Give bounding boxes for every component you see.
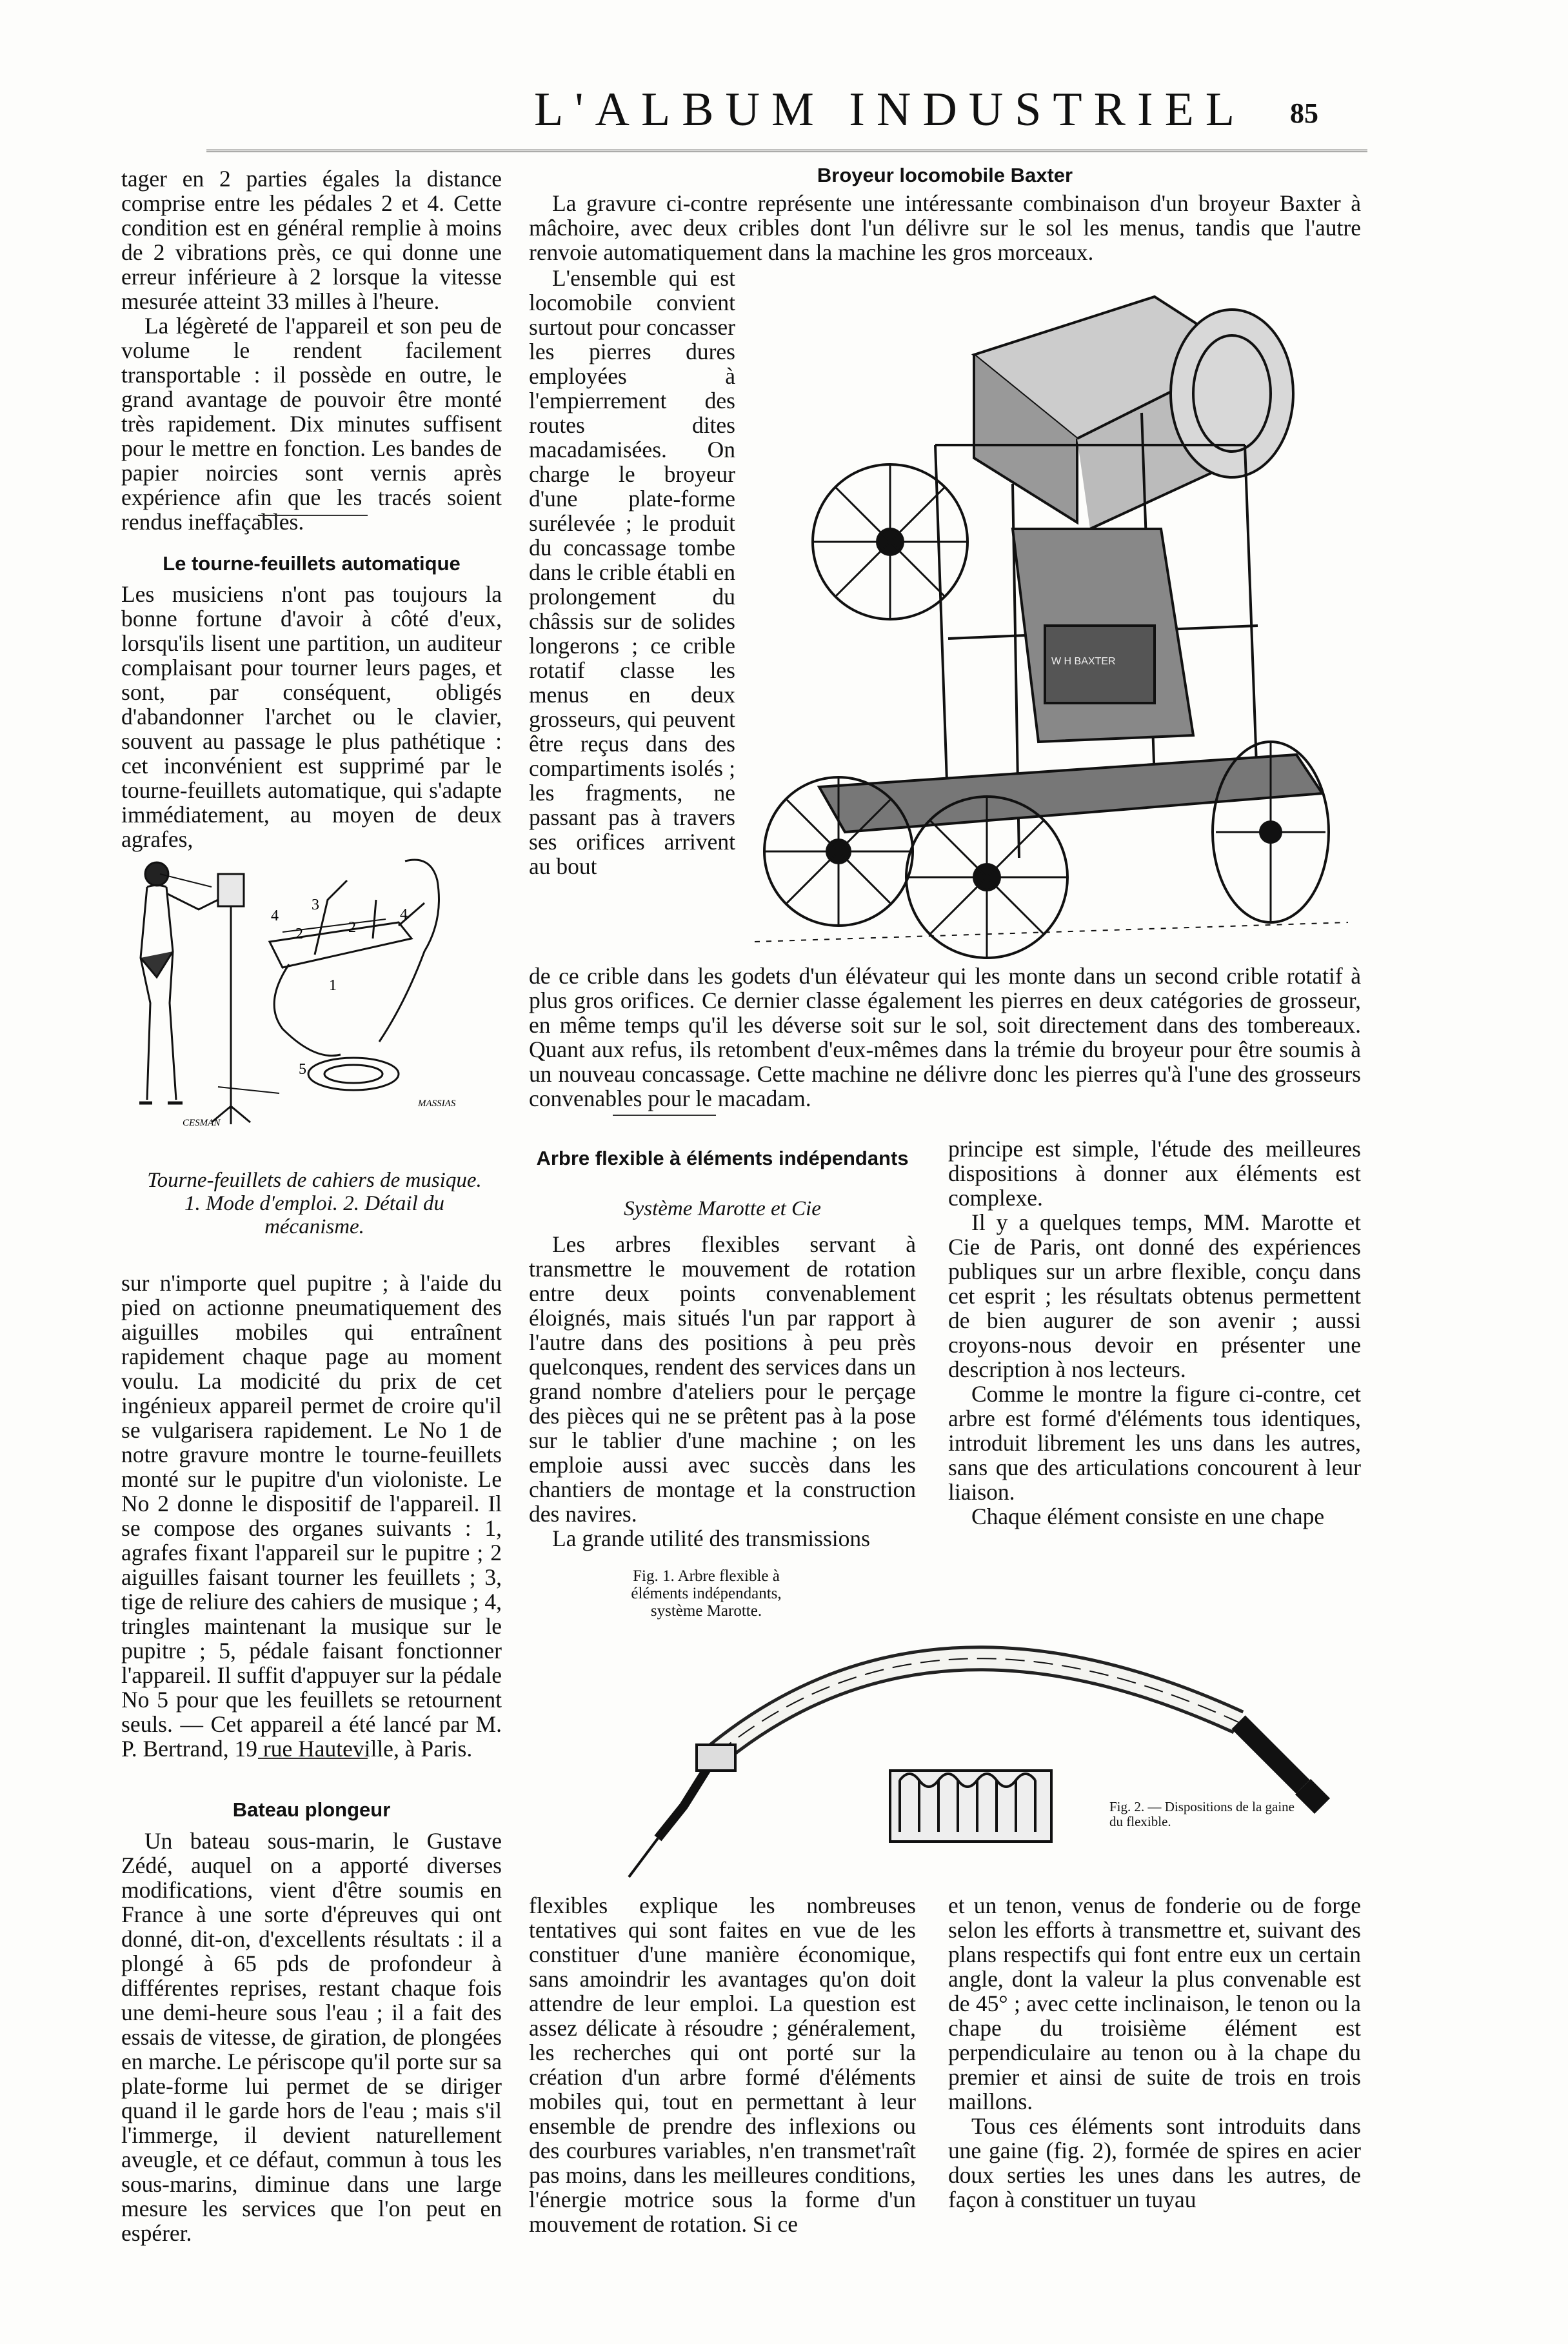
section-title-bateau-plongeur: Bateau plongeur	[232, 1798, 391, 1821]
figure-number-3: 3	[312, 897, 319, 913]
figure-2-caption: Fig. 2. — Dispositions de la gaine du flexible.	[1109, 1799, 1295, 1829]
paragraph: Chaque élément consiste en une chape	[971, 1504, 1325, 1529]
paragraph: Comme le montre la figure ci-contre, cet arbre est formé d'éléments tous identiques, introduit librement les uns dans les autres, sans que des articulations concourent à leur liaison.	[948, 1381, 1361, 1505]
paragraph: Tous ces éléments sont introduits dans une gaine (fig. 2), formée de spires en acier doux serties les unes dans les autres, de façon à constituer un tuyau	[948, 2113, 1361, 2212]
figure-number-2b: 2	[348, 919, 356, 936]
paragraph: Il y a quelques temps, MM. Marotte et Cie de Paris, ont donné des expériences publiques sur un arbre flexible, conçu dans cet esprit ; les résultats obtenus permettent de bien augurer de son avenir ; aussi croyons-nous devoir en présenter une description à nos lecteurs.	[948, 1209, 1361, 1382]
section-divider	[258, 1758, 368, 1759]
tourne-feuillets-text	[121, 582, 502, 851]
bateau-plongeur-text	[121, 1829, 502, 2245]
figure-1-caption: Fig. 1. Arbre flexible à éléments indépendants, système Marotte.	[631, 1567, 782, 1620]
journal-title: L'ALBUM INDUSTRIEL	[534, 83, 1246, 136]
gaine-illustration	[887, 1767, 1055, 1845]
arbre-flexible-bottom-col2	[948, 1893, 1361, 2212]
section-divider	[258, 515, 368, 516]
paragraph: de ce crible dans les godets d'un élévateur qui les monte dans un second crible rotatif à plus gros orifices. Ce dernier classe également les pierres en deux catégories de grosseur, en même temps qu'il les déverse soit sur le sol, soit directement dans des tombereaux. Quant aux refus, ils retombent d'eux-mêmes dans la trémie du broyeur pour être soumis à un nouveau concassage. Cette machine ne délivre donc les pierres qu'à l'une des grosseurs convenables pour le macadam.	[529, 963, 1361, 1111]
paragraph: L'ensemble qui est locomobile convient surtout pour concasser les pierres dures employées à l'empierrement des routes dites macadamisées. On charge le broyeur d'une plate-forme surélevée ; le produit du concassage tombe dans le crible établi en prolongement du châssis sur de solides longerons ; ce crible rotatif classe les menus en deux grosseurs, qui peuvent être reçus dans des compartiments isolés ; les fragments, ne passant pas à travers ses orifices arrivent au bout	[529, 265, 735, 879]
paragraph: Un bateau sous-marin, le Gustave Zédé, auquel on a apporté diverses modifications, vient d'être soumis en France à une sorte d'épreuves qui ont donné, dit-on, d'excellents résultats : il a plongé à 65 pds de profondeur à différentes reprises, restant chaque fois une demi-heure sous l'eau ; il a fait des essais de vitesse, de giration, de plongées en marche. Le périscope qu'il porte sur sa plate-forme lui permet de se diriger quand il le garde hors de l'eau ; mais s'il l'immerge, il devient naturellement aveugle, et ce défaut, commun à tous les sous-marins, diminue dans une large mesure les services que l'on peut en espérer.	[121, 1828, 502, 2246]
section-title-tourne-feuillets: Le tourne-feuillets automatique	[163, 552, 461, 575]
paragraph: et un tenon, venus de fonderie ou de forge selon les efforts à transmettre et, suivant des plans respectifs qui font entre eux un certain angle, dont la valeur la plus convenable est de 45° ; avec cette inclinaison, le tenon ou la chape du troisième élément est perpendiculaire au tenon ou à la chape du premier et ainsi de suite de trois en trois maillons.	[948, 1892, 1361, 2114]
machine-plate: W H BAXTER	[1051, 656, 1116, 667]
figure-number-5: 5	[299, 1061, 306, 1078]
header-rule	[206, 150, 1367, 152]
left-intro	[121, 166, 502, 534]
tourne-feuillets-continued	[121, 1271, 502, 1761]
paragraph: La grande utilité des transmissions	[552, 1525, 870, 1551]
paragraph: tager en 2 parties égales la distance comprise entre les pédales 2 et 4. Cette condition est en général remplie à moins de 2 vibrations près, ce qui donne une erreur inférieure à 2 lorsque la vitesse mesurée atteint 33 milles à l'heure.	[121, 166, 502, 314]
arbre-flexible-bottom-col1	[529, 1893, 916, 2236]
page-number: 85	[1290, 97, 1318, 129]
section-subtitle-marotte: Système Marotte et Cie	[624, 1197, 821, 1220]
figure-number-2a: 2	[295, 926, 303, 942]
engraver-signature: CESMAN	[183, 1118, 221, 1128]
arbre-flexible-col1	[529, 1232, 916, 1551]
baxter-wide-text	[529, 964, 1361, 1111]
baxter-crusher-illustration	[742, 252, 1361, 961]
tourne-feuillets-illustration	[121, 848, 508, 1132]
paragraph: La gravure ci-contre représente une intéressante combinaison d'un broyeur Baxter à mâchoire, avec deux cribles dont l'un délivre sur le sol les menus, tandis que l'autre renvoie automatiquement dans la machine les gros morceaux.	[529, 190, 1361, 265]
figure-number-4a: 4	[271, 908, 279, 924]
baxter-narrow-text	[529, 266, 735, 879]
paragraph: La légèreté de l'appareil et son peu de volume le rendent facilement transportable : il possède en outre, le grand avantage de pouvoir être monté très rapidement. Dix minutes suffisent pour le mettre en fonction. Les bandes de papier noircies sont vernis après expérience afin que les tracés soient rendus ineffaçables.	[121, 313, 502, 535]
section-divider	[613, 1115, 716, 1116]
figure-number-4b: 4	[400, 906, 408, 923]
arbre-flexible-col2	[948, 1137, 1361, 1529]
paragraph: principe est simple, l'étude des meilleures dispositions à donner aux éléments est complexe.	[948, 1136, 1361, 1211]
figure-caption-tourne-feuillets: Tourne-feuillets de cahiers de musique. 1. Mode d'emploi. 2. Détail du mécanisme.	[147, 1169, 482, 1238]
figure-number-1: 1	[329, 977, 337, 994]
section-title-baxter: Broyeur locomobile Baxter	[817, 164, 1073, 186]
section-title-arbre-flexible: Arbre flexible à éléments indépendants	[536, 1147, 909, 1169]
artist-signature: MASSIAS	[418, 1098, 456, 1109]
paragraph: Les arbres flexibles servant à transmettre le mouvement de rotation entre deux points convenablement éloignés, mais situés l'un par rapport à l'autre dans des positions à peu près quelconques, rendent des services dans un grand nombre d'ateliers pour le perçage des pièces qui ne se prêtent pas à la pose sur le tablier d'une machine ; on les emploie aussi avec succès dans les chantiers de montage et la construction des navires.	[529, 1231, 916, 1527]
paragraph: Les musiciens n'ont pas toujours la bonne fortune d'avoir à côté d'eux, lorsqu'ils lisent une partition, un auditeur complaisant pour tourner leurs pages, et sont, par conséquent, obligés d'abandonner l'archet ou le clavier, souvent au passage le plus pathétique : cet inconvénient est supprimé par le tourne-feuillets automatique, qui s'adapte immédiatement, au moyen de deux agrafes,	[121, 581, 502, 852]
paragraph: flexibles explique les nombreuses tentatives qui sont faites en vue de les constituer d'une manière économique, sans amoindrir les avantages qu'on doit attendre de leur emploi. La question est assez délicate à résoudre ; généralement, les recherches qui ont porté sur la création d'un arbre formé d'éléments mobiles qui, tout en permettant à leur ensemble de prendre des inflexions ou des courbures variables, n'en transmet'raît pas moins, dans les meilleures conditions, l'énergie motrice sous la forme d'un mouvement de rotation. Si ce	[529, 1892, 916, 2237]
paragraph: sur n'importe quel pupitre ; à l'aide du pied on actionne pneumatiquement des aiguilles mobiles qui entraînent rapidement chaque page au moment voulu. La modicité du prix de cet ingénieux appareil permet de croire qu'il se vulgarisera rapidement. Le No 1 de notre gravure montre le tourne-feuillets monté sur le pupitre d'un violoniste. Le No 2 donne le dispositif de l'appareil. Il se compose des organes suivants : 1, agrafes fixant l'appareil sur le pupitre ; 2 aiguilles faisant tourner les feuillets ; 3, tige de reliure des cahiers de musique ; 4, tringles maintenant la musique sur le pupitre ; 5, pédale faisant fonctionner l'appareil. Il suffit d'appuyer sur la pédale No 5 pour que les feuillets se retournent seuls. — Cet appareil a été lancé par M. P. Bertrand, 19 rue Hauteville, à Paris.	[121, 1270, 502, 1762]
